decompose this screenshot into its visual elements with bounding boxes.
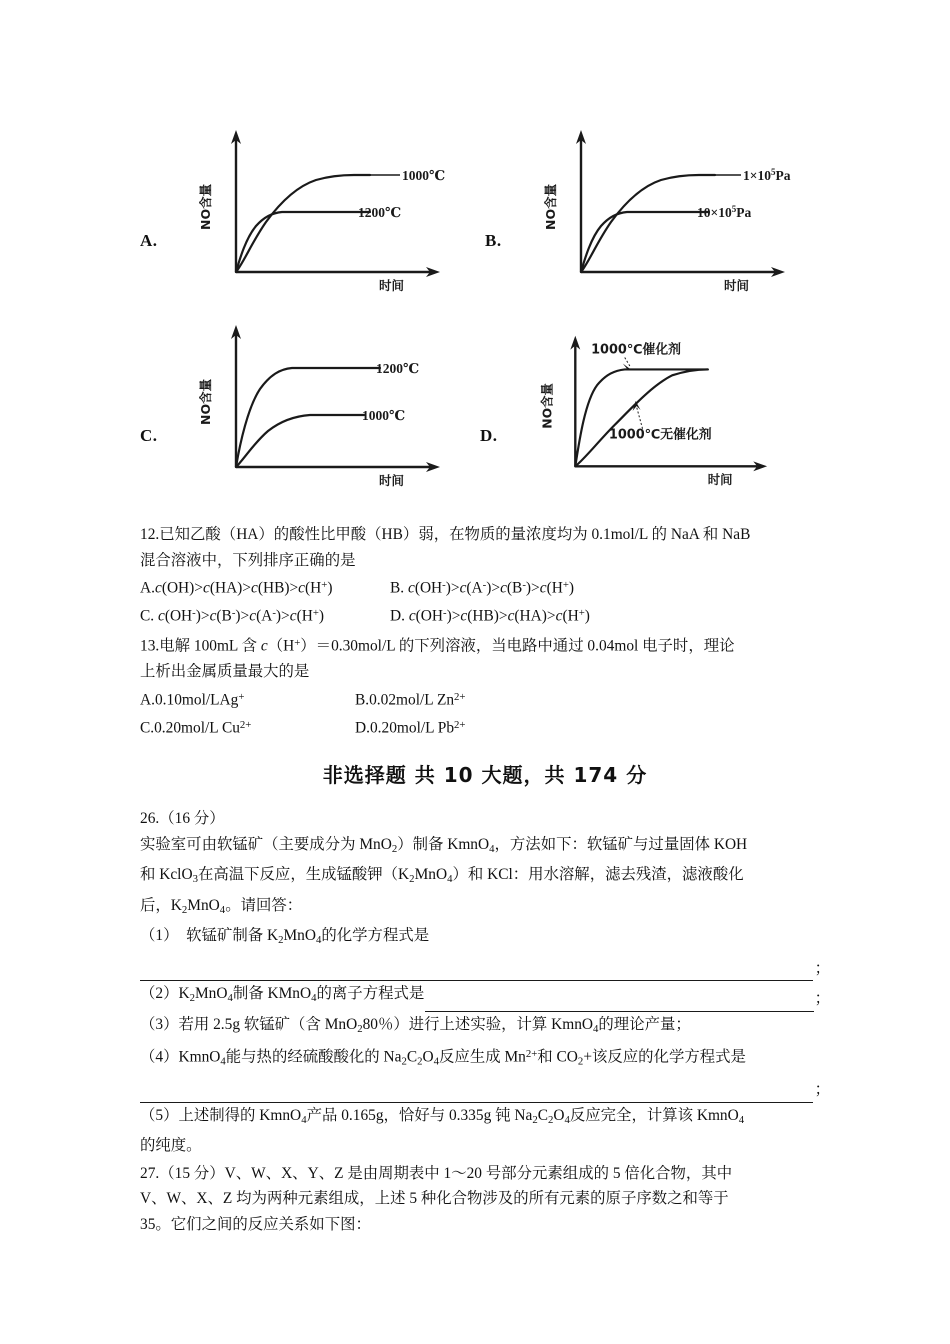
q26-stem-line3: 后，$K_2MnO_4$。请回答： xyxy=(140,896,303,916)
y-axis-label-b: NO含量 xyxy=(543,183,558,230)
q26-sub1-semicolon: ； xyxy=(814,959,830,977)
q13-option-c[interactable]: C.0.20mol/L $Cu^{2+}$ xyxy=(140,718,252,737)
q26-sub4: （4）KmnO$_4$能与热的经硫酸酸化的 $Na_2C_2O_4$反应生成 $Mn^{2+}$和 $CO_2+$该反应的化学方程式是 xyxy=(140,1048,746,1068)
figure-panel-b xyxy=(485,112,830,307)
q27-line1: 27.（15 分）V、W、X、Y、Z 是由周期表中 1～20 号部分元素组成的 5 倍化合物，其中 xyxy=(140,1164,733,1182)
q13-option-d[interactable]: D.0.20mol/L $Pb^{2+}$ xyxy=(355,718,466,737)
x-axis-label-b: 时间 xyxy=(724,278,750,293)
q13-stem-line2: 上析出金属质量最大的是 xyxy=(140,663,310,681)
curve-label-a-1200: 1200℃ xyxy=(358,205,402,220)
q12-stem-line1: 12.已知乙酸（HA）的酸性比甲酸（HB）弱，在物质的量浓度均为 0.1mol/L 的 NaA 和 NaB xyxy=(140,526,751,543)
figure-panel-c xyxy=(140,307,480,502)
figure-panel-d xyxy=(480,307,830,502)
question-26 xyxy=(140,806,830,1159)
curve-a-1200 xyxy=(236,212,370,272)
q26-stem-line1: 实验室可由软锰矿（主要成分为 MnO$_2$）制备 KmnO$_4$，方法如下：软锰矿与过量固体 KOH xyxy=(140,835,748,855)
q27-line2: V、W、X、Z 均为两种元素组成，上述 5 种化合物涉及的所有元素的原子序数之和等于 xyxy=(140,1190,729,1208)
chart-c xyxy=(174,317,474,492)
y-axis-label-d: NO含量 xyxy=(540,383,555,429)
figure-row-top xyxy=(140,112,830,307)
x-axis-label-a: 时间 xyxy=(379,278,405,293)
q26-sub4-rule[interactable] xyxy=(140,1087,813,1103)
option-letter-b: B. xyxy=(485,230,502,250)
exam-text-body xyxy=(140,520,830,1237)
q12-option-a[interactable]: A.c(OH)>c(HA)>c(HB)>c(H+) xyxy=(140,579,333,597)
curve-label-b-high-pressure: $10\times 10^5Pa$ xyxy=(697,204,752,220)
chart-d xyxy=(514,317,830,492)
y-axis-label-a: NO含量 xyxy=(198,183,213,230)
q26-sub4-answer-line[interactable] xyxy=(140,1077,830,1103)
curve-label-a-1000: 1000℃ xyxy=(402,168,446,183)
question-27 xyxy=(140,1161,830,1238)
q13-options-row-2 xyxy=(140,713,830,741)
q26-sub1-answer-line[interactable] xyxy=(140,956,830,982)
q26-sub5-line1: （5）上述制得的 KmnO$_4$产品 0.165g，恰好与 0.335g 钝 $Na_2C_2O_4$反应完全，计算该 KmnO$_4$ xyxy=(140,1106,745,1126)
q12-option-b[interactable]: B. c(OH-)>c(A-)>c(B-)>c(H+) xyxy=(390,579,575,597)
q26-number: 26.（16 分） xyxy=(140,810,225,828)
question-12 xyxy=(140,522,830,629)
q26-sub1-rule[interactable] xyxy=(140,965,813,981)
q13-stem-line1: 13.电解 100mL 含 c（H+）＝0.30mol/L 的下列溶液，当电路中通过 0.04mol 电子时，理论 xyxy=(140,637,735,655)
section-heading: 非选择题 共 10 大题，共 174 分 xyxy=(322,762,648,787)
curve-c-1200 xyxy=(236,368,380,467)
q26-sub2-rule[interactable] xyxy=(425,996,813,1012)
q26-sub3: （3）若用 2.5g 软锰矿（含 MnO$_2$80％）进行上述实验，计算 KmnO$_4$的理论产量； xyxy=(140,1015,691,1035)
chart-b xyxy=(519,122,819,297)
q26-sub1: （1） 软锰矿制备 $K_2MnO_4$的化学方程式是 xyxy=(140,927,430,947)
q26-stem-line2: 和 KclO$_3$在高温下反应，生成锰酸钾$(K_2MnO_4)$和 KCl：用水溶解，滤去残渣，滤液酸化 xyxy=(140,866,744,886)
x-axis-label-d: 时间 xyxy=(707,473,733,488)
q26-sub2 xyxy=(140,981,830,1012)
curve-b-low-pressure xyxy=(581,175,715,272)
question11-figure-options xyxy=(140,112,830,502)
curve-label-c-1200: 1200℃ xyxy=(376,361,420,376)
curve-label-d-with-catalyst: 1000℃催化剂 xyxy=(590,342,681,358)
question-13 xyxy=(140,631,830,741)
figure-panel-a xyxy=(140,112,485,307)
pointer-d-no-catalyst xyxy=(636,407,642,429)
curve-label-c-1000: 1000℃ xyxy=(362,408,406,423)
option-letter-a: A. xyxy=(140,230,158,250)
curve-d-with-catalyst xyxy=(575,369,707,466)
q12-options-row-2 xyxy=(140,601,830,629)
chart-a xyxy=(174,122,474,297)
q13-option-a[interactable]: A.0.10mol/LAg+ xyxy=(140,690,245,709)
option-letter-c: C. xyxy=(140,425,158,445)
q26-sub5-line2: 的纯度。 xyxy=(140,1137,202,1155)
q26-sub2-text: $(2)K_2MnO_4$制备 KMnO$_4$的离子方程式是 xyxy=(140,985,425,1005)
q13-option-b[interactable]: B.0.02mol/L $Zn^{2+}$ xyxy=(355,690,466,709)
q12-options-row-1 xyxy=(140,573,830,601)
q12-option-d[interactable]: D. c(OH-)>c(HB)>c(HA)>c(H+) xyxy=(390,607,590,625)
curve-label-d-no-catalyst: 1000℃无催化剂 xyxy=(608,427,712,443)
curve-b-high-pressure xyxy=(581,212,709,272)
curve-a-1000 xyxy=(236,175,370,272)
q26-sub4-semicolon: ； xyxy=(814,1081,830,1099)
y-axis-label-c: NO含量 xyxy=(198,378,213,425)
option-letter-d: D. xyxy=(480,425,498,445)
curve-c-1000 xyxy=(236,415,364,467)
x-axis-label-c: 时间 xyxy=(379,473,405,488)
q26-sub2-semicolon: ； xyxy=(814,990,830,1008)
q12-stem-line2: 混合溶液中，下列排序正确的是 xyxy=(140,551,356,569)
curve-label-b-low-pressure: $1\times 10^5Pa$ xyxy=(743,167,791,183)
q27-line3: 35。它们之间的反应关系如下图： xyxy=(140,1215,371,1233)
curve-d-no-catalyst xyxy=(575,369,707,466)
q12-option-c[interactable]: C. c(OH-)>c(B-)>c(A-)>c(H+) xyxy=(140,607,325,625)
figure-row-bottom xyxy=(140,307,830,502)
q13-options-row-1 xyxy=(140,685,830,713)
